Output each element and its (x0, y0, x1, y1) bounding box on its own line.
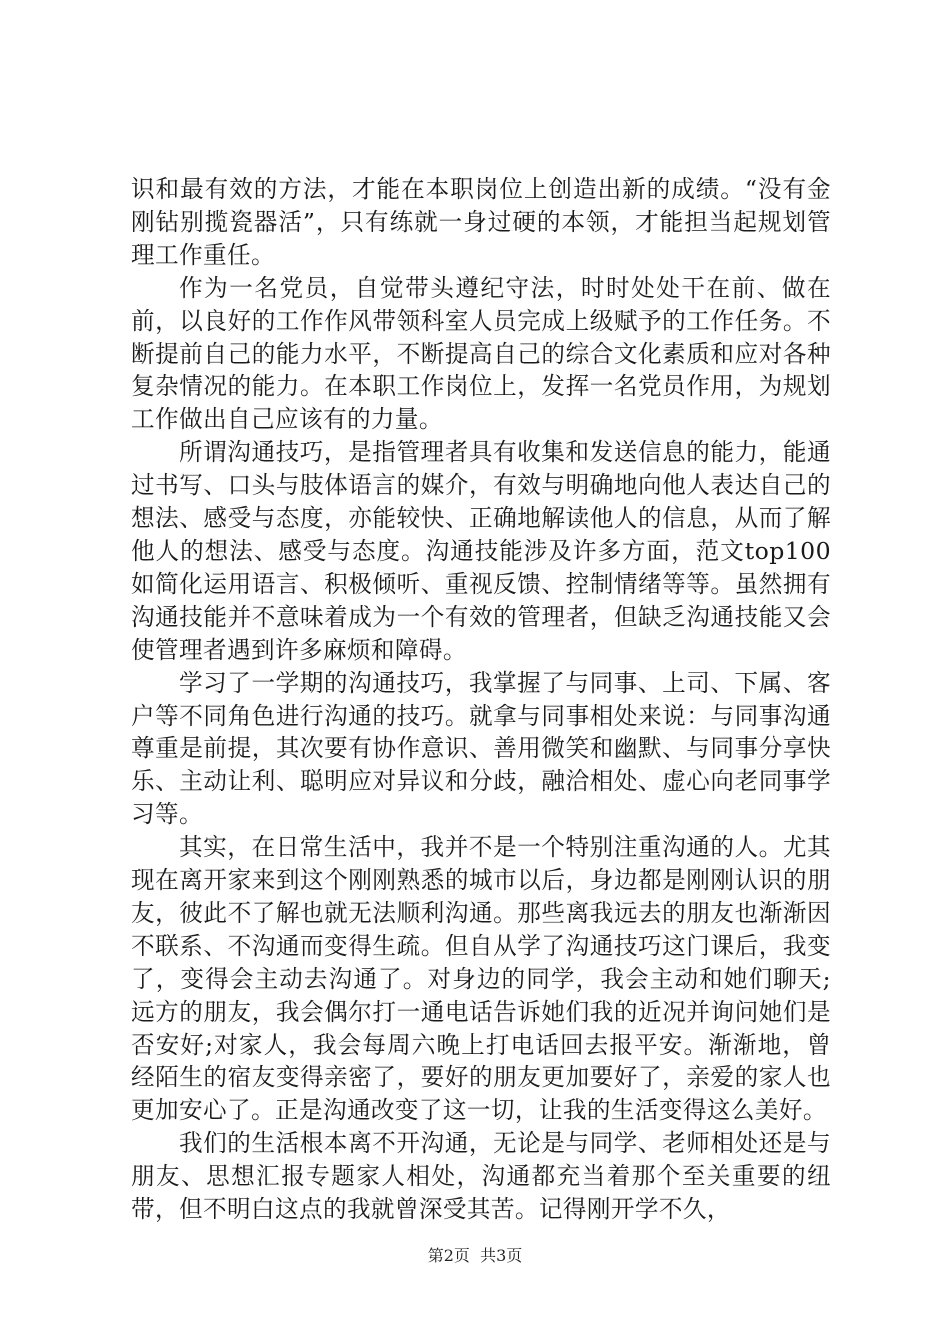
paragraph: 其实，在日常生活中，我并不是一个特别注重沟通的人。尤其现在离开家来到这个刚刚熟悉的城市以后，身边都是刚刚认识的朋友，彼此不了解也就无法顺利沟通。那些离我远去的朋友也渐渐因不联系、不沟通而变得生疏。但自从学了沟通技巧这门课后，我变了，变得会主动去沟通了。对身边的同学，我会主动和她们聊天;远方的朋友，我会偶尔打一通电话告诉她们我的近况并询问她们是否安好;对家人，我会每周六晚上打电话回去报平安。渐渐地，曾经陌生的宿友变得亲密了，要好的朋友更加要好了，亲爱的家人也更加安心了。正是沟通改变了这一切，让我的生活变得这么美好。 (131, 833, 831, 1125)
paragraph: 学习了一学期的沟通技巧，我掌握了与同事、上司、下属、客户等不同角色进行沟通的技巧。就拿与同事相处来说：与同事沟通尊重是前提，其次要有协作意识、善用微笑和幽默、与同事分享快乐、主动让利、聪明应对异议和分歧，融洽相处、虚心向老同事学习等。 (131, 668, 831, 829)
page-number: 第2页 共3页 (427, 1246, 523, 1265)
paragraph: 所谓沟通技巧，是指管理者具有收集和发送信息的能力，能通过书写、口头与肢体语言的媒介，有效与明确地向他人表达自己的想法、感受与态度，亦能较快、正确地解读他人的信息，从而了解他人的想法、感受与态度。沟通技能涉及许多方面，范文top100如简化运用语言、积极倾听、重视反馈、控制情绪等等。虽然拥有沟通技能并不意味着成为一个有效的管理者，但缺乏沟通技能又会使管理者遇到许多麻烦和障碍。 (131, 438, 831, 664)
paragraph: 作为一名党员，自觉带头遵纪守法，时时处处干在前、做在前，以良好的工作作风带领科室人员完成上级赋予的工作任务。不断提前自己的能力水平，不断提高自己的综合文化素质和应对各种复杂情况的能力。在本职工作岗位上，发挥一名党员作用，为规划工作做出自己应该有的力量。 (131, 273, 831, 434)
paragraph: 我们的生活根本离不开沟通，无论是与同学、老师相处还是与朋友、思想汇报专题家人相处，沟通都充当着那个至关重要的纽带，但不明白这点的我就曾深受其苦。记得刚开学不久， (131, 1129, 831, 1224)
paragraph: 识和最有效的方法，才能在本职岗位上创造出新的成绩。“没有金刚钻别揽瓷器活”，只有练就一身过硬的本领，才能担当起规划管理工作重任。 (131, 175, 831, 269)
page-footer (0, 1246, 950, 1266)
body-text (131, 173, 831, 1226)
